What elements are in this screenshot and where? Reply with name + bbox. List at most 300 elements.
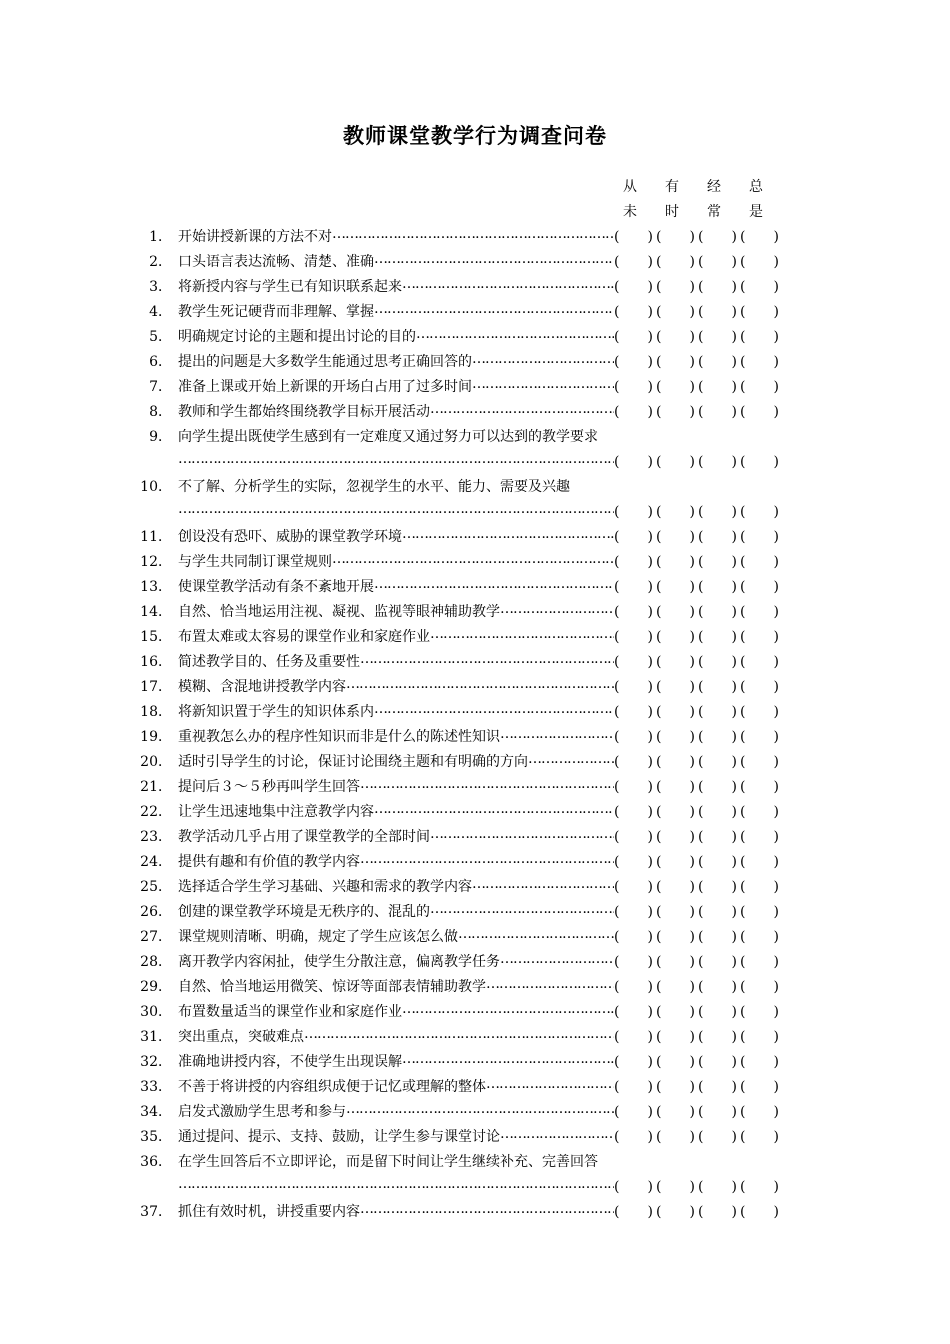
rating-checkbox[interactable]: ( ) [614, 629, 653, 645]
rating-checkbox[interactable]: ( ) [656, 704, 695, 720]
rating-checkbox[interactable]: ( ) [698, 729, 737, 745]
rating-checkbox[interactable]: ( ) [740, 954, 779, 970]
rating-checkbox[interactable]: ( ) [656, 554, 695, 570]
question-item [0, 476, 950, 501]
rating-checkbox[interactable]: ( ) [656, 1004, 695, 1020]
dot-leader [360, 1201, 614, 1221]
rating-checkbox[interactable]: ( ) [614, 1079, 653, 1095]
page-title: 教师课堂教学行为调查问卷 [343, 123, 607, 148]
rating-checkbox[interactable]: ( ) [614, 354, 653, 370]
rating-checkbox[interactable]: ( ) [614, 1204, 653, 1220]
dot-leader [528, 751, 614, 771]
rating-checkbox[interactable]: ( ) [614, 404, 653, 420]
rating-checkbox[interactable]: ( ) [740, 1204, 779, 1220]
rating-checkbox[interactable]: ( ) [614, 554, 653, 570]
question-number: 21． [140, 779, 172, 795]
question-number: 15． [140, 629, 172, 645]
question-item [0, 851, 950, 876]
rating-checkbox[interactable]: ( ) [656, 854, 695, 870]
rating-checkbox[interactable]: ( ) [656, 454, 695, 470]
rating-checkbox[interactable]: ( ) [614, 1104, 653, 1120]
dot-leader [374, 576, 614, 596]
rating-checkbox[interactable]: ( ) [614, 304, 653, 320]
dot-leader [402, 276, 614, 296]
dot-leader [472, 876, 614, 896]
rating-checkbox[interactable]: ( ) [740, 1129, 779, 1145]
rating-checkbox[interactable]: ( ) [656, 654, 695, 670]
rating-checkbox[interactable]: ( ) [614, 804, 653, 820]
rating-checkbox[interactable]: ( ) [614, 704, 653, 720]
rating-checkbox[interactable]: ( ) [656, 604, 695, 620]
question-text: 教学活动几乎占用了课堂教学的全部时间 [178, 829, 430, 845]
dot-leader [374, 801, 614, 821]
rating-checkbox[interactable]: ( ) [656, 354, 695, 370]
rating-checkbox[interactable]: ( ) [656, 254, 695, 270]
question-item [0, 426, 950, 451]
rating-checkbox[interactable]: ( ) [698, 254, 737, 270]
rating-checkbox[interactable]: ( ) [740, 404, 779, 420]
rating-checkbox[interactable]: ( ) [698, 754, 737, 770]
question-number: 1． [149, 229, 172, 245]
rating-checkbox[interactable]: ( ) [740, 1029, 779, 1045]
question-item [0, 701, 950, 726]
question-text: 自然、恰当地运用微笑、惊讶等面部表情辅助教学 [178, 979, 486, 995]
rating-checkbox[interactable]: ( ) [614, 529, 653, 545]
question-text: 课堂规则清晰、明确，规定了学生应该怎么做 [178, 929, 458, 945]
rating-checkbox[interactable]: ( ) [656, 379, 695, 395]
rating-checkbox[interactable]: ( ) [656, 404, 695, 420]
rating-checkbox[interactable]: ( ) [698, 604, 737, 620]
rating-checkbox[interactable]: ( ) [740, 304, 779, 320]
rating-checkbox[interactable]: ( ) [740, 354, 779, 370]
rating-checkbox[interactable]: ( ) [698, 229, 737, 245]
question-item [0, 251, 950, 276]
rating-header-bottom: 是 [749, 204, 763, 220]
rating-checkbox[interactable]: ( ) [614, 854, 653, 870]
question-item [0, 1101, 950, 1126]
rating-checkbox[interactable]: ( ) [614, 679, 653, 695]
rating-checkbox[interactable]: ( ) [740, 979, 779, 995]
question-number: 28． [140, 954, 172, 970]
question-number: 10． [140, 479, 172, 495]
rating-checkbox[interactable]: ( ) [740, 929, 779, 945]
rating-checkbox[interactable]: ( ) [740, 879, 779, 895]
rating-checkbox[interactable]: ( ) [698, 804, 737, 820]
question-text: 布置太难或太容易的课堂作业和家庭作业 [178, 629, 430, 645]
question-text: 使课堂教学活动有条不紊地开展 [178, 579, 374, 595]
rating-checkbox[interactable]: ( ) [698, 529, 737, 545]
rating-checkbox[interactable]: ( ) [614, 879, 653, 895]
question-number: 34． [140, 1104, 172, 1120]
rating-checkbox[interactable]: ( ) [614, 1029, 653, 1045]
question-item [0, 601, 950, 626]
rating-checkbox[interactable]: ( ) [740, 229, 779, 245]
rating-checkbox[interactable]: ( ) [698, 554, 737, 570]
dot-leader [472, 376, 614, 396]
rating-checkbox[interactable]: ( ) [740, 754, 779, 770]
rating-checkbox[interactable]: ( ) [740, 704, 779, 720]
question-number: 4． [149, 304, 172, 320]
rating-checkbox[interactable]: ( ) [656, 1104, 695, 1120]
rating-checkbox[interactable]: ( ) [656, 529, 695, 545]
question-item [0, 551, 950, 576]
question-text: 教学生死记硬背而非理解、掌握 [178, 304, 374, 320]
question-text: 离开教学内容闲扯，使学生分散注意，偏离教学任务 [178, 954, 500, 970]
question-item [0, 376, 950, 401]
rating-checkbox[interactable]: ( ) [656, 229, 695, 245]
rating-checkbox[interactable]: ( ) [656, 979, 695, 995]
rating-checkbox[interactable]: ( ) [740, 329, 779, 345]
dot-leader [416, 326, 614, 346]
rating-checkbox[interactable]: ( ) [698, 504, 737, 520]
dot-leader [430, 826, 614, 846]
rating-checkbox[interactable]: ( ) [614, 329, 653, 345]
rating-checkbox[interactable]: ( ) [740, 454, 779, 470]
rating-checkbox[interactable]: ( ) [656, 1079, 695, 1095]
dot-leader [500, 951, 614, 971]
rating-checkbox[interactable]: ( ) [698, 304, 737, 320]
rating-checkbox[interactable]: ( ) [614, 229, 653, 245]
rating-checkbox[interactable]: ( ) [656, 329, 695, 345]
question-item [0, 326, 950, 351]
question-text: 选择适合学生学习基础、兴趣和需求的教学内容 [178, 879, 472, 895]
question-item-continuation [0, 1176, 950, 1201]
rating-header-top: 经 [707, 179, 721, 195]
rating-checkbox[interactable]: ( ) [698, 354, 737, 370]
dot-leader [458, 926, 614, 946]
question-text: 在学生回答后不立即评论，而是留下时间让学生继续补充、完善回答 [178, 1154, 598, 1170]
question-text: 提供有趣和有价值的教学内容 [178, 854, 360, 870]
rating-checkbox[interactable]: ( ) [740, 554, 779, 570]
rating-checkbox[interactable]: ( ) [698, 1129, 737, 1145]
question-number: 30． [140, 1004, 172, 1020]
question-text: 适时引导学生的讨论，保证讨论围绕主题和有明确的方向 [178, 754, 528, 770]
rating-checkbox[interactable]: ( ) [656, 1204, 695, 1220]
question-text: 准备上课或开始上新课的开场白占用了过多时间 [178, 379, 472, 395]
dot-leader [430, 401, 614, 421]
question-text: 不善于将讲授的内容组织成便于记忆或理解的整体 [178, 1079, 486, 1095]
question-number: 9． [149, 429, 172, 445]
question-number: 31． [140, 1029, 172, 1045]
question-number: 16． [140, 654, 172, 670]
question-number: 11． [140, 529, 172, 545]
question-item [0, 626, 950, 651]
question-number: 3． [149, 279, 172, 295]
question-item [0, 676, 950, 701]
dot-leader [486, 1076, 614, 1096]
question-number: 36． [140, 1154, 172, 1170]
question-text: 创设没有恐吓、威胁的课堂教学环境 [178, 529, 402, 545]
dot-leader [360, 776, 614, 796]
rating-checkbox[interactable]: ( ) [656, 579, 695, 595]
dot-leader [332, 226, 614, 246]
rating-checkbox[interactable]: ( ) [740, 604, 779, 620]
rating-checkbox[interactable]: ( ) [614, 504, 653, 520]
rating-checkbox[interactable]: ( ) [740, 1079, 779, 1095]
question-item [0, 951, 950, 976]
rating-checkbox[interactable]: ( ) [656, 304, 695, 320]
question-item [0, 1201, 950, 1226]
rating-checkbox[interactable]: ( ) [740, 579, 779, 595]
rating-checkbox[interactable]: ( ) [740, 654, 779, 670]
rating-checkbox[interactable]: ( ) [740, 679, 779, 695]
question-item [0, 1076, 950, 1101]
question-item [0, 776, 950, 801]
rating-checkbox[interactable]: ( ) [698, 979, 737, 995]
rating-checkbox[interactable]: ( ) [740, 629, 779, 645]
rating-header-top: 总 [749, 179, 763, 195]
rating-checkbox[interactable]: ( ) [740, 529, 779, 545]
rating-checkbox[interactable]: ( ) [740, 1104, 779, 1120]
dot-leader [178, 1176, 614, 1192]
question-text: 让学生迅速地集中注意教学内容 [178, 804, 374, 820]
question-item [0, 926, 950, 951]
rating-checkbox[interactable]: ( ) [740, 254, 779, 270]
rating-checkbox[interactable]: ( ) [740, 854, 779, 870]
dot-leader [402, 1001, 614, 1021]
question-text: 将新授内容与学生已有知识联系起来 [178, 279, 402, 295]
rating-checkbox[interactable]: ( ) [740, 779, 779, 795]
rating-checkbox[interactable]: ( ) [698, 854, 737, 870]
dot-leader [304, 1026, 614, 1046]
rating-checkbox[interactable]: ( ) [656, 1029, 695, 1045]
rating-checkbox[interactable]: ( ) [698, 704, 737, 720]
rating-checkbox[interactable]: ( ) [614, 779, 653, 795]
rating-checkbox[interactable]: ( ) [614, 1129, 653, 1145]
question-text: 布置数量适当的课堂作业和家庭作业 [178, 1004, 402, 1020]
question-item [0, 1026, 950, 1051]
rating-checkbox[interactable]: ( ) [656, 279, 695, 295]
question-item [0, 276, 950, 301]
rating-checkbox[interactable]: ( ) [656, 929, 695, 945]
question-item [0, 351, 950, 376]
rating-checkbox[interactable]: ( ) [740, 904, 779, 920]
question-item [0, 1151, 950, 1176]
question-text: 突出重点，突破难点 [178, 1029, 304, 1045]
rating-checkbox[interactable]: ( ) [656, 679, 695, 695]
question-item [0, 876, 950, 901]
rating-checkbox[interactable]: ( ) [698, 1079, 737, 1095]
rating-checkbox[interactable]: ( ) [614, 1054, 653, 1070]
question-number: 14． [140, 604, 172, 620]
rating-header-bottom: 时 [665, 204, 679, 220]
rating-checkbox[interactable]: ( ) [656, 879, 695, 895]
rating-checkbox[interactable]: ( ) [698, 779, 737, 795]
question-number: 18． [140, 704, 172, 720]
rating-checkbox[interactable]: ( ) [614, 654, 653, 670]
question-item [0, 751, 950, 776]
question-number: 37． [140, 1204, 172, 1220]
question-text: 与学生共同制订课堂规则 [178, 554, 332, 570]
question-text: 自然、恰当地运用注视、凝视、监视等眼神辅助教学 [178, 604, 500, 620]
rating-checkbox[interactable]: ( ) [698, 379, 737, 395]
rating-header-bottom: 未 [623, 204, 637, 220]
question-number: 33． [140, 1079, 172, 1095]
dot-leader [430, 901, 614, 921]
question-number: 17． [140, 679, 172, 695]
rating-checkbox[interactable]: ( ) [656, 954, 695, 970]
rating-checkbox[interactable]: ( ) [656, 1179, 695, 1195]
rating-checkbox[interactable]: ( ) [698, 579, 737, 595]
question-text: 创建的课堂教学环境是无秩序的、混乱的 [178, 904, 430, 920]
question-number: 7． [149, 379, 172, 395]
rating-checkbox[interactable]: ( ) [740, 504, 779, 520]
rating-checkbox[interactable]: ( ) [614, 279, 653, 295]
question-number: 27． [140, 929, 172, 945]
question-number: 23． [140, 829, 172, 845]
rating-checkbox[interactable]: ( ) [698, 279, 737, 295]
rating-checkbox[interactable]: ( ) [698, 679, 737, 695]
question-number: 8． [149, 404, 172, 420]
question-item [0, 576, 950, 601]
rating-checkbox[interactable]: ( ) [740, 279, 779, 295]
question-number: 6． [149, 354, 172, 370]
dot-leader [500, 726, 614, 746]
question-item [0, 726, 950, 751]
rating-checkbox[interactable]: ( ) [656, 629, 695, 645]
rating-header-top: 有 [665, 179, 679, 195]
question-number: 5． [149, 329, 172, 345]
rating-checkbox[interactable]: ( ) [614, 1179, 653, 1195]
rating-checkbox[interactable]: ( ) [698, 904, 737, 920]
rating-checkbox[interactable]: ( ) [614, 954, 653, 970]
question-item [0, 901, 950, 926]
rating-checkbox[interactable]: ( ) [698, 1004, 737, 1020]
dot-leader [374, 251, 614, 271]
question-text: 明确规定讨论的主题和提出讨论的目的 [178, 329, 416, 345]
question-number: 26． [140, 904, 172, 920]
question-item [0, 526, 950, 551]
question-text: 教师和学生都始终围绕教学目标开展活动 [178, 404, 430, 420]
rating-checkbox[interactable]: ( ) [698, 1029, 737, 1045]
rating-checkbox[interactable]: ( ) [698, 454, 737, 470]
dot-leader [500, 1126, 614, 1146]
question-number: 13． [140, 579, 172, 595]
dot-leader [472, 351, 614, 371]
rating-checkbox[interactable]: ( ) [656, 1054, 695, 1070]
rating-checkbox[interactable]: ( ) [614, 604, 653, 620]
rating-header-bottom: 常 [707, 204, 721, 220]
question-number: 32． [140, 1054, 172, 1070]
rating-checkbox[interactable]: ( ) [698, 404, 737, 420]
rating-checkbox[interactable]: ( ) [740, 829, 779, 845]
rating-checkbox[interactable]: ( ) [740, 1054, 779, 1070]
dot-leader [178, 501, 614, 517]
rating-checkbox[interactable]: ( ) [698, 1179, 737, 1195]
question-number: 35． [140, 1129, 172, 1145]
rating-checkbox[interactable]: ( ) [740, 1004, 779, 1020]
question-item [0, 1001, 950, 1026]
rating-checkbox[interactable]: ( ) [656, 904, 695, 920]
rating-checkbox[interactable]: ( ) [698, 954, 737, 970]
question-number: 12． [140, 554, 172, 570]
rating-checkbox[interactable]: ( ) [614, 254, 653, 270]
question-text: 向学生提出既使学生感到有一定难度又通过努力可以达到的教学要求 [178, 429, 598, 445]
rating-checkbox[interactable]: ( ) [698, 829, 737, 845]
dot-leader [360, 851, 614, 871]
question-item [0, 226, 950, 251]
rating-checkbox[interactable]: ( ) [614, 904, 653, 920]
rating-checkbox[interactable]: ( ) [698, 1054, 737, 1070]
question-number: 2． [149, 254, 172, 270]
rating-header-top: 从 [623, 179, 637, 195]
dot-leader [500, 601, 614, 621]
rating-checkbox[interactable]: ( ) [614, 1004, 653, 1020]
question-text: 抓住有效时机，讲授重要内容 [178, 1204, 360, 1220]
rating-checkbox[interactable]: ( ) [698, 654, 737, 670]
rating-checkbox[interactable]: ( ) [656, 804, 695, 820]
question-item [0, 301, 950, 326]
question-item [0, 1051, 950, 1076]
rating-checkbox[interactable]: ( ) [614, 829, 653, 845]
dot-leader [360, 651, 614, 671]
rating-checkbox[interactable]: ( ) [698, 1204, 737, 1220]
rating-checkbox[interactable]: ( ) [614, 379, 653, 395]
question-item [0, 651, 950, 676]
question-text: 模糊、含混地讲授教学内容 [178, 679, 346, 695]
rating-checkbox[interactable]: ( ) [740, 729, 779, 745]
question-text: 口头语言表达流畅、清楚、准确 [178, 254, 374, 270]
question-item-continuation [0, 451, 950, 476]
dot-leader [332, 551, 614, 571]
rating-checkbox[interactable]: ( ) [614, 929, 653, 945]
rating-checkbox[interactable]: ( ) [614, 729, 653, 745]
question-number: 22． [140, 804, 172, 820]
rating-checkbox[interactable]: ( ) [614, 754, 653, 770]
question-text: 将新知识置于学生的知识体系内 [178, 704, 374, 720]
rating-checkbox[interactable]: ( ) [740, 379, 779, 395]
rating-checkbox[interactable]: ( ) [698, 629, 737, 645]
rating-checkbox[interactable]: ( ) [698, 329, 737, 345]
dot-leader [402, 1051, 614, 1071]
dot-leader [374, 701, 614, 721]
rating-checkbox[interactable]: ( ) [656, 729, 695, 745]
rating-checkbox[interactable]: ( ) [740, 1179, 779, 1195]
rating-checkbox[interactable]: ( ) [656, 1129, 695, 1145]
rating-checkbox[interactable]: ( ) [698, 879, 737, 895]
question-text: 启发式激励学生思考和参与 [178, 1104, 346, 1120]
question-number: 29． [140, 979, 172, 995]
question-number: 25． [140, 879, 172, 895]
question-item [0, 826, 950, 851]
question-item [0, 976, 950, 1001]
rating-checkbox[interactable]: ( ) [656, 504, 695, 520]
rating-checkbox[interactable]: ( ) [614, 579, 653, 595]
rating-checkbox[interactable]: ( ) [698, 1104, 737, 1120]
dot-leader [402, 526, 614, 546]
question-text: 通过提问、提示、支持、鼓励，让学生参与课堂讨论 [178, 1129, 500, 1145]
rating-checkbox[interactable]: ( ) [656, 779, 695, 795]
dot-leader [346, 1101, 614, 1121]
question-text: 重视教怎么办的程序性知识而非是什么的陈述性知识 [178, 729, 500, 745]
question-text: 简述教学目的、任务及重要性 [178, 654, 360, 670]
question-text: 准确地讲授内容，不使学生出现误解 [178, 1054, 402, 1070]
question-text: 开始讲授新课的方法不对 [178, 229, 332, 245]
rating-checkbox[interactable]: ( ) [614, 979, 653, 995]
dot-leader [346, 676, 614, 696]
dot-leader [178, 451, 614, 467]
dot-leader [430, 626, 614, 646]
question-text: 提问后３～５秒再叫学生回答 [178, 779, 360, 795]
question-item [0, 1126, 950, 1151]
rating-checkbox[interactable]: ( ) [614, 454, 653, 470]
rating-checkbox[interactable]: ( ) [656, 829, 695, 845]
rating-checkbox[interactable]: ( ) [740, 804, 779, 820]
question-text: 提出的问题是大多数学生能通过思考正确回答的 [178, 354, 472, 370]
rating-checkbox[interactable]: ( ) [698, 929, 737, 945]
rating-checkbox[interactable]: ( ) [656, 754, 695, 770]
question-item-continuation [0, 501, 950, 526]
